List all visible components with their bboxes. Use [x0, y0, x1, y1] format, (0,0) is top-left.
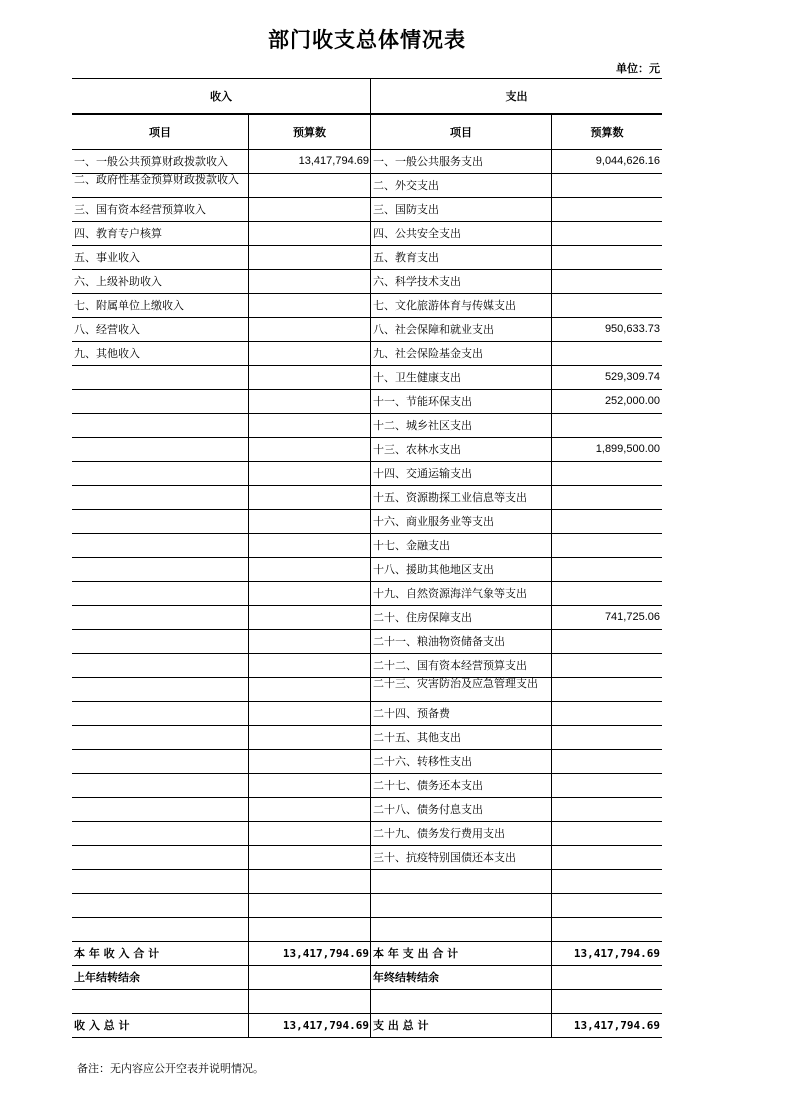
expense-amount-cell	[552, 486, 662, 509]
expense-item-cell: 二十五、其他支出	[371, 726, 552, 749]
expense-header: 支出	[505, 90, 528, 103]
table-row	[72, 918, 662, 942]
income-amount-cell	[249, 270, 371, 293]
expense-item-cell: 十、卫生健康支出	[371, 366, 552, 389]
income-item-cell	[72, 390, 249, 413]
table-row	[72, 534, 662, 558]
expense-amount-cell	[552, 702, 662, 725]
expense-item-cell: 五、教育支出	[371, 246, 552, 269]
carryover-row	[72, 966, 662, 990]
income-amount-cell	[249, 822, 371, 845]
expense-amount-cell	[552, 414, 662, 437]
year-income-total-label: 本 年 收 入 合 计	[72, 942, 249, 965]
table-row	[72, 390, 662, 414]
footnote: 备注：无内容应公开空表并说明情况。	[77, 1062, 264, 1075]
unit-label: 单位：元	[616, 62, 660, 75]
table-row	[72, 630, 662, 654]
expense-item-cell: 二十四、预备费	[371, 702, 552, 725]
expense-item-cell: 六、科学技术支出	[371, 270, 552, 293]
expense-amount-cell: 529,309.74	[604, 371, 660, 383]
income-amount-cell	[249, 318, 371, 341]
expense-item-cell: 十六、商业服务业等支出	[371, 510, 552, 533]
expense-amount-cell	[552, 462, 662, 485]
income-item-cell: 六、上级补助收入	[72, 270, 249, 293]
expense-item-cell: 十三、农林水支出	[371, 438, 552, 461]
table-row	[72, 606, 662, 630]
income-item-header: 项目	[72, 115, 249, 149]
table-row	[72, 318, 662, 342]
income-item-cell	[72, 798, 249, 821]
expense-item-cell: 十一、节能环保支出	[371, 390, 552, 413]
expense-item-cell	[371, 894, 552, 917]
expense-item-cell: 八、社会保障和就业支出	[371, 318, 552, 341]
total-expense-value: 13,417,794.69	[573, 1019, 660, 1032]
year-end-label: 年终结转结余	[371, 966, 552, 989]
blank-cell	[72, 990, 249, 1013]
income-item-cell: 八、经营收入	[72, 318, 249, 341]
table-row	[72, 150, 662, 174]
total-expense-label: 支 出 总 计	[371, 1014, 552, 1037]
table-row	[72, 846, 662, 870]
expense-amount-cell	[552, 726, 662, 749]
table-row	[72, 366, 662, 390]
expense-amount-cell	[552, 198, 662, 221]
income-amount-cell	[249, 606, 371, 629]
expense-amount-cell	[552, 510, 662, 533]
table-row	[72, 174, 662, 198]
table-row	[72, 798, 662, 822]
income-amount-cell	[249, 462, 371, 485]
expense-amount-cell	[552, 918, 662, 941]
table-row	[72, 582, 662, 606]
expense-item-cell: 二十九、债务发行费用支出	[371, 822, 552, 845]
year-expense-total-value: 13,417,794.69	[573, 947, 660, 960]
expense-item-cell: 四、公共安全支出	[371, 222, 552, 245]
income-item-cell	[72, 726, 249, 749]
income-item-cell	[72, 774, 249, 797]
blank-cell	[371, 990, 552, 1013]
income-amount-cell: 13,417,794.69	[249, 150, 371, 173]
expense-amount-cell	[552, 750, 662, 773]
table-row	[72, 510, 662, 534]
expense-item-header: 项目	[371, 115, 552, 149]
expense-amount-cell	[552, 654, 662, 677]
income-item-cell: 九、其他收入	[72, 342, 249, 365]
expense-item-cell: 十九、自然资源海洋气象等支出	[371, 582, 552, 605]
income-item-cell: 七、附属单位上缴收入	[72, 294, 249, 317]
expense-amount-cell	[552, 774, 662, 797]
table-row	[72, 486, 662, 510]
expense-amount-cell: 950,633.73	[604, 323, 660, 335]
expense-amount-cell	[552, 294, 662, 317]
income-item-cell	[72, 918, 249, 941]
income-item-cell	[72, 582, 249, 605]
income-amount-cell	[249, 918, 371, 941]
year-income-total-value: 13,417,794.69	[249, 942, 371, 965]
expense-item-cell	[371, 918, 552, 941]
income-item-cell	[72, 630, 249, 653]
income-item-cell	[72, 534, 249, 557]
income-amount-cell	[249, 582, 371, 605]
expense-item-cell: 十八、援助其他地区支出	[371, 558, 552, 581]
table-row	[72, 438, 662, 462]
income-amount-cell	[249, 558, 371, 581]
expense-item-cell: 十四、交通运输支出	[371, 462, 552, 485]
income-amount-cell	[249, 774, 371, 797]
expense-item-cell: 十二、城乡社区支出	[371, 414, 552, 437]
income-item-cell: 二、政府性基金预算财政拨款收入	[72, 174, 249, 197]
grand-total-row	[72, 1014, 662, 1038]
expense-amount-cell	[552, 342, 662, 365]
income-item-cell	[72, 702, 249, 725]
income-item-cell	[72, 486, 249, 509]
expense-amount-cell	[552, 558, 662, 581]
table-row	[72, 342, 662, 366]
expense-budget-header: 预算数	[590, 126, 624, 139]
expense-item-cell: 三十、抗疫特别国债还本支出	[371, 846, 552, 869]
income-item-cell	[72, 414, 249, 437]
year-end-value	[552, 966, 662, 989]
income-item-cell	[72, 654, 249, 677]
expense-item-cell: 一、一般公共服务支出	[371, 150, 552, 173]
total-income-value: 13,417,794.69	[249, 1014, 371, 1037]
table-row	[72, 246, 662, 270]
income-amount-cell	[249, 390, 371, 413]
income-amount-cell	[249, 510, 371, 533]
table-body	[72, 150, 662, 942]
blank-cell	[552, 990, 662, 1013]
table-row	[72, 678, 662, 702]
table-row	[72, 822, 662, 846]
expense-amount-cell	[552, 822, 662, 845]
income-amount-cell	[249, 486, 371, 509]
expense-amount-cell	[552, 582, 662, 605]
income-item-cell	[72, 894, 249, 917]
income-item-cell	[72, 438, 249, 461]
income-item-cell: 一、一般公共预算财政拨款收入	[72, 150, 249, 173]
income-item-cell	[72, 822, 249, 845]
table-row	[72, 702, 662, 726]
expense-amount-cell	[552, 870, 662, 893]
expense-amount-cell	[552, 270, 662, 293]
table-subheader-row	[72, 114, 662, 150]
budget-table	[72, 78, 662, 1038]
income-item-cell	[72, 558, 249, 581]
expense-item-cell: 二十三、灾害防治及应急管理支出	[371, 678, 552, 701]
table-header-row	[72, 78, 662, 114]
expense-amount-cell: 252,000.00	[604, 395, 660, 407]
income-amount-cell	[249, 246, 371, 269]
table-row	[72, 294, 662, 318]
income-amount-cell	[249, 534, 371, 557]
page-title: 部门收支总体情况表	[268, 28, 466, 52]
expense-item-cell: 九、社会保险基金支出	[371, 342, 552, 365]
income-item-cell: 五、事业收入	[72, 246, 249, 269]
expense-item-cell: 二十二、国有资本经营预算支出	[371, 654, 552, 677]
income-amount-cell	[249, 438, 371, 461]
expense-item-cell: 七、文化旅游体育与传媒支出	[371, 294, 552, 317]
income-item-cell	[72, 606, 249, 629]
expense-item-cell: 二、外交支出	[371, 174, 552, 197]
income-item-cell: 四、教育专户核算	[72, 222, 249, 245]
income-budget-header: 预算数	[249, 115, 371, 149]
income-item-cell	[72, 846, 249, 869]
income-item-cell	[72, 366, 249, 389]
income-amount-cell	[249, 174, 371, 197]
total-income-label: 收 入 总 计	[72, 1014, 249, 1037]
income-item-cell: 三、国有资本经营预算收入	[72, 198, 249, 221]
income-amount-cell	[249, 366, 371, 389]
carryover-value	[249, 966, 371, 989]
income-item-cell	[72, 678, 249, 701]
expense-item-cell: 二十、住房保障支出	[371, 606, 552, 629]
expense-amount-cell	[552, 222, 662, 245]
table-row	[72, 726, 662, 750]
expense-amount-cell	[552, 846, 662, 869]
expense-item-cell: 十七、金融支出	[371, 534, 552, 557]
expense-item-cell: 三、国防支出	[371, 198, 552, 221]
expense-item-cell	[371, 870, 552, 893]
income-item-cell	[72, 750, 249, 773]
blank-row	[72, 990, 662, 1014]
expense-amount-cell	[552, 534, 662, 557]
income-item-cell	[72, 510, 249, 533]
income-amount-cell	[249, 702, 371, 725]
income-amount-cell	[249, 798, 371, 821]
income-amount-cell	[249, 654, 371, 677]
table-row	[72, 198, 662, 222]
carryover-label: 上年结转结余	[72, 966, 249, 989]
expense-amount-cell	[552, 894, 662, 917]
table-row	[72, 558, 662, 582]
table-row	[72, 270, 662, 294]
expense-item-cell: 二十六、转移性支出	[371, 750, 552, 773]
income-amount-cell	[249, 870, 371, 893]
year-total-row	[72, 942, 662, 966]
table-row	[72, 222, 662, 246]
table-row	[72, 894, 662, 918]
income-amount-cell	[249, 198, 371, 221]
expense-amount-cell	[552, 798, 662, 821]
income-amount-cell	[249, 846, 371, 869]
income-amount-cell	[249, 294, 371, 317]
table-row	[72, 774, 662, 798]
expense-amount-cell: 1,899,500.00	[595, 443, 660, 455]
income-item-cell	[72, 870, 249, 893]
expense-amount-cell: 9,044,626.16	[595, 155, 660, 167]
income-amount-cell	[249, 678, 371, 701]
expense-amount-cell: 741,725.06	[604, 611, 660, 623]
table-row	[72, 750, 662, 774]
expense-amount-cell	[552, 246, 662, 269]
year-expense-total-label: 本 年 支 出 合 计	[371, 942, 552, 965]
table-row	[72, 870, 662, 894]
income-amount-cell	[249, 750, 371, 773]
expense-item-cell: 十五、资源勘探工业信息等支出	[371, 486, 552, 509]
expense-amount-cell	[552, 630, 662, 653]
income-item-cell	[72, 462, 249, 485]
expense-item-cell: 二十一、粮油物资储备支出	[371, 630, 552, 653]
expense-amount-cell	[552, 174, 662, 197]
income-amount-cell	[249, 222, 371, 245]
expense-item-cell: 二十七、债务还本支出	[371, 774, 552, 797]
table-row	[72, 654, 662, 678]
income-amount-cell	[249, 630, 371, 653]
table-row	[72, 462, 662, 486]
income-amount-cell	[249, 894, 371, 917]
table-row	[72, 414, 662, 438]
expense-item-cell: 二十八、债务付息支出	[371, 798, 552, 821]
income-amount-cell	[249, 342, 371, 365]
income-header: 收入	[72, 79, 371, 113]
income-amount-cell	[249, 414, 371, 437]
expense-amount-cell	[552, 678, 662, 701]
blank-cell	[249, 990, 371, 1013]
income-amount-cell	[249, 726, 371, 749]
